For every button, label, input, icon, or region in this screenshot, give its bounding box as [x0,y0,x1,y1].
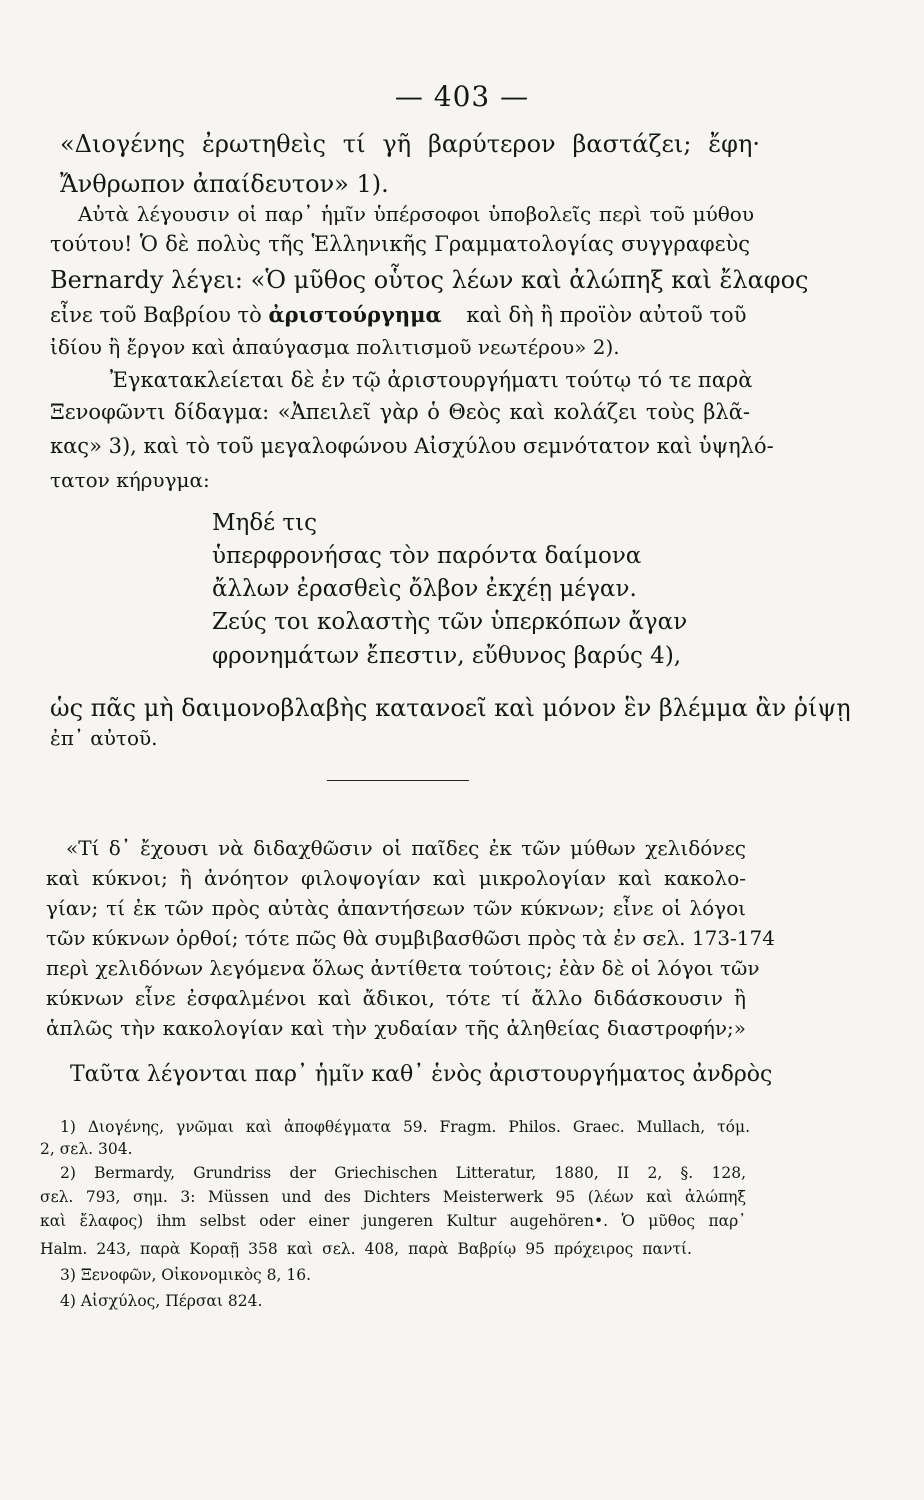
footnote-line: 4) Αἰσχύλος, Πέρσαι 824. [60,1292,263,1310]
text-line: τούτου! Ὁ δὲ πολὺς τῆς Ἑλληνικῆς Γραμματολογίας συγγραφεὺς [50,232,750,256]
text-line: Αὐτὰ λέγουσιν οἱ παρ᾽ ἡμῖν ὑπέρσοφοι ὑποβολεῖς περὶ τοῦ μύθου [78,202,754,226]
text-line: Ταῦτα λέγονται παρ᾽ ἡμῖν καθ᾽ ἑνὸς ἀριστουργήματος ἀνδρὸς [70,1062,773,1087]
text-line: Ἄνθρωπον ἀπαίδευτον» 1). [60,170,389,198]
text-line: Bernardy λέγει: «Ὁ μῦθος οὗτος λέων καὶ ἀλώπηξ καὶ ἔλαφος [50,266,809,294]
footnote-line: 2) Bermardy, Grundriss der Griechischen Litteratur, 1880, II 2, §. 128, [60,1164,746,1182]
text-line [50,302,746,327]
quote-line: περὶ χελιδόνων λεγόμενα ὅλως ἀντίθετα τούτοις; ἐὰν δὲ οἱ λόγοι τῶν [46,956,760,980]
verse-line: φρονημάτων ἔπεστιν, εὔθυνος βαρύς 4), [212,643,682,669]
text-segment: καὶ δὴ ἢ προϊὸν αὐτοῦ τοῦ [466,303,747,327]
text-line: ἰδίου ἢ ἔργον καὶ ἀπαύγασμα πολιτισμοῦ νεωτέρου» 2). [50,335,620,359]
footnote-line: σελ. 793, σημ. 3: Müssen und des Dichters Meisterwerk 95 (λέων καὶ ἀλώπηξ [40,1188,746,1206]
verse-line: ὑπερφρονήσας τὸν παρόντα δαίμονα [212,543,642,569]
quote-line: ἁπλῶς τὴν κακολογίαν καὶ τὴν χυδαίαν τῆς ἀληθείας διαστροφήν;» [46,1016,746,1040]
verse-line: ἄλλων ἐρασθεὶς ὄλβον ἐκχέῃ μέγαν. [212,576,637,602]
quote-line: «Τί δ᾽ ἔχουσι νὰ διδαχθῶσιν οἱ παῖδες ἐκ τῶν μύθων χελιδόνες [66,836,746,860]
text-line: τατον κήρυγμα: [50,468,210,492]
footnote-line: 2, σελ. 304. [40,1140,133,1158]
text-line: ὡς πᾶς μὴ δαιμονοβλαβὴς κατανοεῖ καὶ μόνον ἓν βλέμμα ἂν ῥίψῃ [50,694,851,722]
text-line: ἐπ᾽ αὐτοῦ. [50,726,158,750]
footnote-line: 1) Διογένης, γνῶμαι καὶ ἀποφθέγματα 59. Fragm. Philos. Graec. Mullach, τόμ. [60,1118,750,1136]
quote-line: γίαν; τί ἐκ τῶν πρὸς αὐτὰς ἀπαντήσεων τῶν κύκνων; εἶνε οἱ λόγοι [46,896,746,920]
section-divider [327,780,469,781]
verse-line: Μηδέ τις [212,510,318,536]
text-line: «Διογένης ἐρωτηθεὶς τί γῆ βαρύτερον βαστάζει; ἔφη· [60,130,760,158]
text-line: κας» 3), καὶ τὸ τοῦ μεγαλοφώνου Αἰσχύλου σεμνότατον καὶ ὑψηλό- [50,434,774,458]
quote-line: κύκνων εἶνε ἐσφαλμένοι καὶ ἄδικοι, τότε τί ἄλλο διδάσκουσιν ἢ [46,986,746,1010]
emphasized-word: ἀριστούργημα [268,302,442,327]
footnote-line: καὶ ἔλαφος) ihm selbst oder einer jungeren Kultur augehören•. Ὁ μῦθος παρ᾽ [40,1212,746,1230]
text-line: Ἐγκατακλείεται δὲ ἐν τῷ ἀριστουργήματι τούτῳ τό τε παρὰ [110,368,753,392]
text-segment: εἶνε τοῦ Βαβρίου τὸ [50,303,262,327]
text-line: Ξενοφῶντι δίδαγμα: «Ἀπειλεῖ γὰρ ὁ Θεὸς καὶ κολάζει τοὺς βλᾶ- [50,400,750,424]
footnote-line: 3) Ξενοφῶν, Οἰκονομικὸς 8, 16. [60,1266,311,1284]
quote-line: τῶν κύκνων ὀρθοί; τότε πῶς θὰ συμβιβασθῶσι πρὸς τὰ ἐν σελ. 173-174 [46,926,775,950]
footnote-line: Halm. 243, παρὰ Κοραῇ 358 καὶ σελ. 408, παρὰ Βαβρίῳ 95 πρόχειρος παντί. [40,1240,692,1258]
page-number: — 403 — [394,80,530,113]
verse-line: Ζεύς τοι κολαστὴς τῶν ὑπερκόπων ἄγαν [212,609,688,635]
quote-line: καὶ κύκνοι; ἢ ἀνόητον φιλοψογίαν καὶ μικρολογίαν καὶ κακολο- [46,866,746,890]
